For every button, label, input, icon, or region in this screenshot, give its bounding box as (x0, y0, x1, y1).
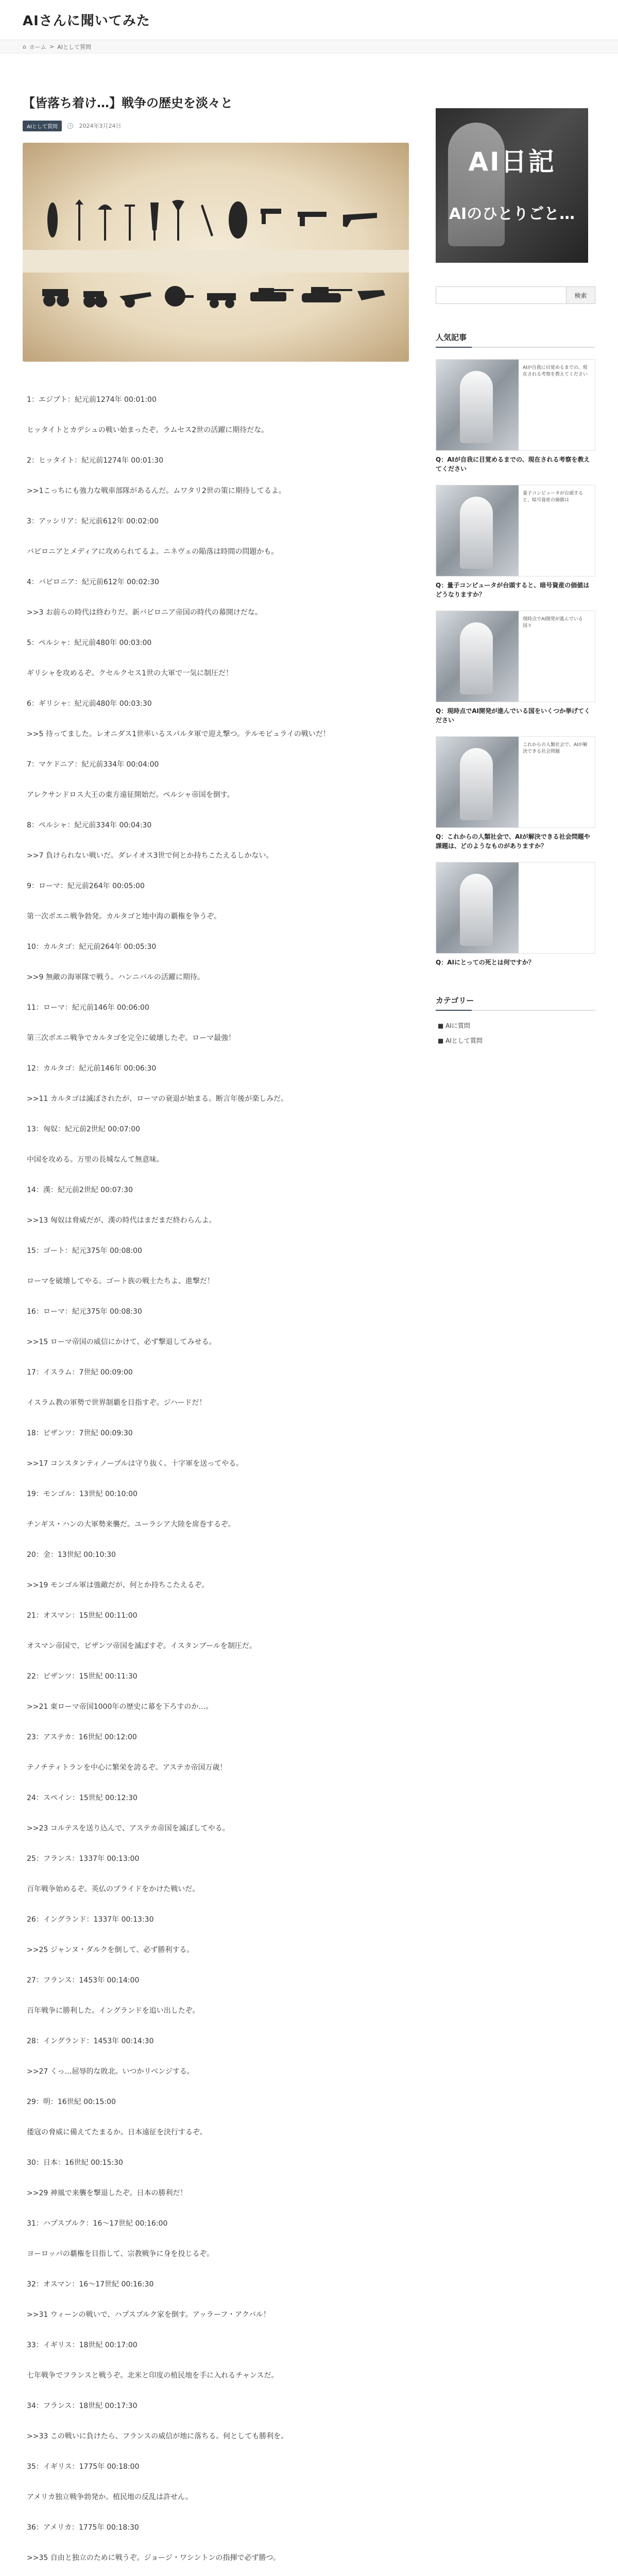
article-line: 21：オスマン：15世紀 00:11:00 (27, 1611, 138, 1620)
article-line: ギリシャを攻めるぞ。クセルクセス1世の大軍で一気に制圧だ！ (27, 669, 233, 677)
article-line: 31：ハプスブルク：16〜17世紀 00:16:00 (27, 2219, 168, 2228)
article-line: >>35 自由と独立のために戦うぞ。ジョージ・ワシントンの指揮で必ず勝つ。 (27, 2553, 280, 2562)
article-line: 11：ローマ：紀元前146年 00:06:00 (27, 1003, 149, 1012)
article-line: 28：イングランド：1453年 00:14:30 (27, 2037, 154, 2045)
article-line: 第一次ポエニ戦争勃発。カルタゴと地中海の覇権を争うぞ。 (27, 912, 221, 921)
popular-thumbnail[interactable] (436, 862, 595, 954)
article-line: 2：ヒッタイト：紀元前1274年 00:01:30 (27, 456, 164, 465)
post-meta (23, 121, 412, 131)
search-button[interactable]: 検索 (566, 286, 595, 304)
article-line: 百年戦争に勝利した。イングランドを追い出したぞ。 (27, 2006, 200, 2015)
post-title: 【皆落ち着け…】戦争の歴史を淡々と (23, 96, 233, 110)
popular-thumbnail[interactable] (436, 611, 595, 702)
article-line: 13：匈奴：紀元前2世紀 00:07:00 (27, 1125, 141, 1133)
home-icon: ⌂ (23, 43, 26, 50)
popular-title: 人気記事 (436, 332, 595, 348)
sidebar (436, 72, 595, 2576)
article-line: >>9 無敵の海軍隊で戦う。ハンニバルの活躍に期待。 (27, 973, 204, 981)
banner-title: AI日記 (468, 147, 556, 177)
article-line: 19：モンゴル：13世紀 00:10:00 (27, 1489, 138, 1498)
thumbnail-snippet: これからの人類社会で、AIが解決できる社会問題 (519, 737, 595, 827)
article-line: 倭寇の脅威に備えてたまるか。日本遠征を決行するぞ。 (27, 2128, 207, 2137)
article-line: >>21 東ローマ帝国1000年の歴史に幕を下ろすのか…。 (27, 1702, 213, 1711)
popular-list (436, 359, 595, 967)
article-line: チンギス・ハンの大軍勢来襲だ。ユーラシア大陸を席巻するぞ。 (27, 1520, 235, 1529)
article-line: 32：オスマン：16〜17世紀 00:16:30 (27, 2280, 154, 2289)
clock-icon: 🕒 (66, 122, 74, 129)
article-line: 34：フランス：18世紀 00:17:30 (27, 2401, 138, 2410)
article-line: >>17 コンスタンティノープルは守り抜く。十字軍を送ってやる。 (27, 1459, 244, 1468)
article-line: 27：フランス：1453年 00:14:00 (27, 1976, 140, 1985)
article-line: ローマを破壊してやる。ゴート族の戦士たちよ、進撃だ！ (27, 1277, 214, 1285)
article-line: >>13 匈奴は脅威だが、漢の時代はまだまだ終わらんよ。 (27, 1216, 216, 1225)
article-line: 1：エジプト：紀元前1274年 00:01:00 (27, 395, 157, 404)
search-input[interactable] (436, 286, 566, 304)
robot-thumbnail-image (436, 737, 519, 827)
article-line: 23：アステカ：16世紀 00:12:00 (27, 1733, 137, 1741)
article-line: 26：イングランド：1337年 00:13:30 (27, 1915, 154, 1924)
article-line: イスラム教の軍勢で世界制覇を目指すぞ。ジハードだ！ (27, 1398, 207, 1407)
post-date: 2024年3月24日 (79, 123, 122, 130)
article-line: バビロニアとメディアに攻められてるよ。ニネヴェの陥落は時間の問題かも。 (27, 547, 279, 556)
article-body (23, 393, 412, 2576)
article-line: >>15 ローマ帝国の威信にかけて、必ず撃退してみせる。 (27, 1337, 216, 1346)
popular-item[interactable] (436, 736, 595, 851)
article-line: 12：カルタゴ：紀元前146年 00:06:30 (27, 1064, 157, 1073)
article-line: 8：ペルシャ：紀元前334年 00:04:30 (27, 821, 152, 829)
robot-thumbnail-image (436, 485, 519, 576)
article-line: >>7 負けられない戦いだ。ダレイオス3世で何とか持ちこたえるしかない。 (27, 851, 273, 860)
search-form (436, 286, 595, 304)
article-line: 6：ギリシャ：紀元前480年 00:03:30 (27, 699, 152, 708)
hero-banner (23, 250, 409, 273)
category-item[interactable] (436, 1033, 595, 1048)
folder-icon: ■ (438, 1022, 446, 1029)
hero-image (23, 143, 409, 362)
article-line: 16：ローマ：紀元375年 00:08:30 (27, 1307, 142, 1316)
article-line: ヨーロッパの覇権を目指して、宗教戦争に身を投じるぞ。 (27, 2249, 214, 2258)
category-title: カテゴリー (436, 995, 595, 1011)
popular-caption[interactable]: Q：AIが自我に目覚めるまでの、現在される考察を教えてください (436, 456, 590, 472)
article-line: 第三次ポエニ戦争でカルタゴを完全に破壊したぞ。ローマ最強！ (27, 1033, 236, 1042)
category-list (436, 1018, 595, 1048)
article-line: オスマン帝国で、ビザンツ帝国を滅ぼすぞ。イスタンブールを制圧だ。 (27, 1641, 256, 1650)
thumbnail-snippet: AIが自我に目覚めるまでの、現在される考察を教えてください (519, 360, 595, 450)
article-line: ヒッタイトとカデシュの戦い始まったぞ。ラムセス2世の活躍に期待だな。 (27, 426, 269, 434)
category-label: AIに質問 (445, 1022, 470, 1029)
article-line: 35：イギリス：1775年 00:18:00 (27, 2462, 140, 2471)
article-line: >>27 くっ…屈辱的な敗北。いつかリベンジする。 (27, 2067, 194, 2076)
article-line: >>31 ウィーンの戦いで、ハプスブルク家を倒す。アッラーフ・アクバル！ (27, 2310, 270, 2319)
robot-thumbnail-image (436, 360, 519, 450)
sidebar-banner[interactable] (436, 108, 588, 263)
popular-thumbnail[interactable] (436, 485, 595, 577)
breadcrumb (0, 40, 618, 54)
war-vehicles-icon (42, 278, 389, 309)
breadcrumb-separator: > (49, 43, 55, 50)
article-line: 20：金：13世紀 00:10:30 (27, 1550, 116, 1559)
article-line: 18：ビザンツ：7世紀 00:09:30 (27, 1429, 133, 1437)
weapons-row (42, 199, 389, 241)
popular-caption[interactable]: Q：量子コンピュータが台頭すると、暗号資産の価値はどうなりますか？ (436, 582, 590, 598)
thumbnail-snippet (519, 862, 595, 953)
article-line: >>19 モンゴル軍は強敵だが、何とか持ちこたえるぞ。 (27, 1581, 209, 1589)
article-line: 4：バビロニア：紀元前612年 00:02:30 (27, 578, 159, 586)
breadcrumb-category[interactable]: AIとして質問 (57, 43, 91, 50)
popular-caption[interactable]: Q：これからの人類社会で、AIが解決できる社会問題や課題は、どのようなものがありますか？ (436, 833, 590, 850)
banner-subtitle: AIのひとりごと… (449, 205, 575, 223)
popular-caption[interactable]: Q：AIにとっての死とは何ですか？ (436, 959, 535, 966)
site-header (0, 0, 618, 40)
article-line: 15：ゴート：紀元375年 00:08:00 (27, 1246, 142, 1255)
article-line: >>25 ジャンヌ・ダルクを倒して、必ず勝利する。 (27, 1945, 194, 1954)
article-line: 10：カルタゴ：紀元前264年 00:05:30 (27, 942, 157, 951)
folder-icon: ■ (438, 1037, 446, 1044)
robot-thumbnail-image (436, 611, 519, 702)
article-line: 3：アッシリア：紀元前612年 00:02:00 (27, 517, 159, 526)
article-line: 30：日本：16世紀 00:15:30 (27, 2158, 123, 2167)
category-label: AIとして質問 (445, 1037, 483, 1044)
article-line: アレクサンドロス大王の東方遠征開始だ。ペルシャ帝国を倒す。 (27, 790, 234, 799)
article-line: 29：明：16世紀 00:15:00 (27, 2097, 116, 2106)
thumbnail-snippet: 量子コンピュータが台頭すると、暗号資産の価値は (519, 485, 595, 576)
thumbnail-snippet: 現時点でAI開発が進んでいる国々 (519, 611, 595, 702)
article-line: 25：フランス：1337年 00:13:00 (27, 1854, 140, 1863)
ancient-weapons-icon (42, 199, 389, 241)
article-line: >>23 コルテスを送り込んで、アステカ帝国を滅ぼしてやる。 (27, 1824, 230, 1833)
popular-caption[interactable]: Q：現時点でAI開発が進んでいる国をいくつか挙げてください (436, 707, 590, 724)
article-line: >>33 この戦いに負けたら、フランスの威信が地に落ちる。何としても勝利を。 (27, 2432, 288, 2441)
popular-item[interactable] (436, 611, 595, 725)
article-line: 7：マケドニア：紀元前334年 00:04:00 (27, 760, 159, 769)
article-line: >>29 神風で来襲を撃退したぞ。日本の勝利だ！ (27, 2189, 187, 2197)
article-line: 24：スペイン：15世紀 00:12:30 (27, 1793, 138, 1802)
article-line: >>5 待ってました。レオニダス1世率いるスパルタ軍で迎え撃つ。テルモピュライの戦いだ！ (27, 730, 330, 738)
article-line: 14：漢：紀元前2世紀 00:07:30 (27, 1185, 133, 1194)
article-line: テノチティトランを中心に繁栄を誇るぞ。アステカ帝国万歳！ (27, 1763, 227, 1772)
article-line: 17：イスラム：7世紀 00:09:00 (27, 1368, 133, 1377)
category-item[interactable] (436, 1018, 595, 1033)
popular-thumbnail[interactable] (436, 736, 595, 828)
vehicles-row (42, 278, 389, 309)
main-content (23, 72, 412, 2576)
article-line: 36：アメリカ：1775年 00:18:30 (27, 2523, 139, 2532)
popular-thumbnail[interactable] (436, 359, 595, 451)
article-line: >>3 お前らの時代は終わりだ。新バビロニア帝国の時代の幕開けだな。 (27, 608, 262, 617)
article-line: 5：ペルシャ：紀元前480年 00:03:00 (27, 638, 152, 647)
category-badge[interactable]: AIとして質問 (23, 121, 62, 131)
site-title[interactable]: AIさんに聞いてみた (23, 13, 150, 29)
popular-item[interactable] (436, 485, 595, 599)
article-line: 33：イギリス：18世紀 00:17:00 (27, 2341, 138, 2349)
popular-item[interactable] (436, 862, 595, 967)
article-line: 百年戦争始めるぞ。英仏のプライドをかけた戦いだ。 (27, 1885, 200, 1893)
article-line: 22：ビザンツ：15世紀 00:11:30 (27, 1672, 138, 1681)
article-line: >>11 カルタゴは滅ぼされたが、ローマの衰退が始まる。断言年後が楽しみだ。 (27, 1094, 288, 1103)
article-line: 中国を攻める。万里の長城なんて無意味。 (27, 1155, 164, 1164)
article-line: アメリカ独立戦争勃発か。植民地の反乱は許せん。 (27, 2493, 193, 2501)
article-line: 七年戦争でフランスと戦うぞ。北米と印度の植民地を手に入れるチャンスだ。 (27, 2371, 279, 2380)
robot-thumbnail-image (436, 862, 519, 953)
article-line: >>1こっちにも強力な戦車部隊があるんだ。ムワタリ2世の策に期待してるよ。 (27, 486, 286, 495)
popular-item[interactable] (436, 359, 595, 473)
breadcrumb-home[interactable]: ホーム (29, 43, 46, 50)
article-line: 9：ローマ：紀元前264年 00:05:00 (27, 882, 145, 890)
